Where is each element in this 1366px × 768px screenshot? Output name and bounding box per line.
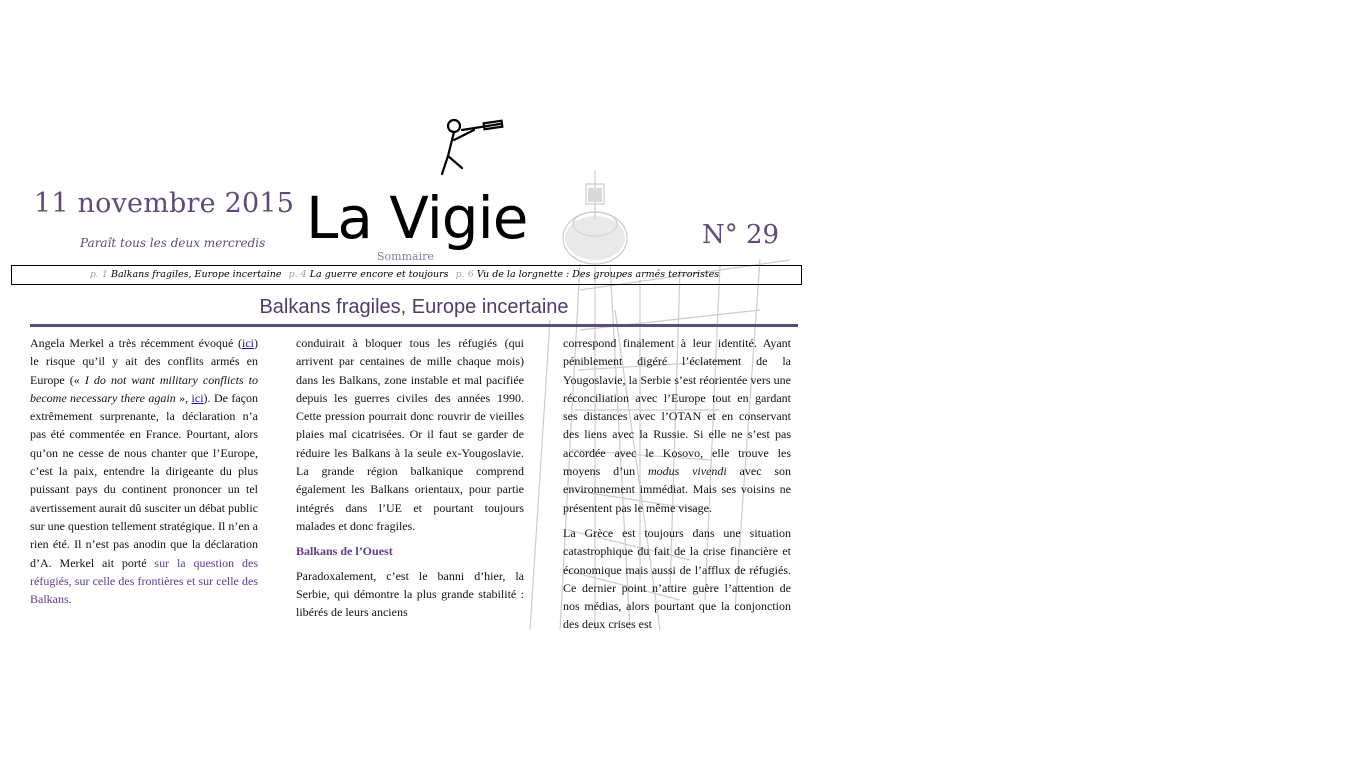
latin-phrase: modus vivendi [647,464,727,479]
masthead-title: La Vigie [306,184,528,252]
toc-link-1[interactable]: Balkans fragiles, Europe incertaine [111,269,282,280]
issue-date: 11 novembre 2015 [34,188,295,219]
toc-link-3[interactable]: Vu de la lorgnette : Des groupes armés terroristes [476,269,720,280]
column-2-paragraph-2: Paradoxalement, c’est le banni d’hier, la Serbie, qui démontre la plus grande stabilité : libérés de leurs anciens [296,568,524,620]
column-1-paragraph [30,334,258,608]
text-fragment: avec son environnement immédiat. Mais ses voisins ne présentent pas le même visage. [563,464,791,515]
article-column-3 [563,334,791,632]
table-of-contents [11,265,802,285]
column-3-paragraph-1 [563,334,791,517]
publication-tagline: Paraît tous les deux mercredis [80,236,266,250]
source-link-2[interactable]: ici [191,390,204,405]
text-fragment: », [175,390,192,405]
headline-divider [30,324,798,327]
source-link-1[interactable]: ici [242,336,254,350]
text-fragment: ) le risque qu’il y ait des conflits armés en Europe (« [30,336,258,387]
issue-number: N° 29 [702,220,780,250]
toc-page-4: p. 4 [288,269,307,280]
toc-link-2[interactable]: La guerre encore et toujours [309,269,449,280]
text-fragment: correspond finalement à leur identité. Ayant péniblement digéré l’éclatement de la Yougoslavie, la Serbie s’est réorientée vers une réconciliation avec l’Europe tout en gardant ses distances avec l’OTAN et en conservant des liens avec la Russie. Si elle ne s’est pas accordée avec le Kosovo, elle trouve les moyens d’un [563,336,791,479]
merkel-quote: I do not want military conflicts to become necessary there again [30,372,258,405]
article-column-1 [30,334,258,632]
toc-page-6: p. 6 [455,269,474,280]
article-column-2 [296,334,524,632]
column-3-paragraph-2: La Grèce est toujours dans une situation catastrophique du fait de la crise financière et économique mais aussi de l’afflux de réfugiés. Ce dernier point n’attire guère l’attention de nos médias, alors pourtant que la conjonction des deux crises est [563,525,791,632]
column-2-paragraph-1: conduirait à bloquer tous les réfugiés (qui arrivent par centaines de mille chaque mois) dans les Balkans, zone instable et mal pacifiée depuis les guerres civiles des années 1990. Cette pression pourrait donc rouvrir de vieilles plaies mal cicatrisées. Or il faut se garder de réduire les Balkans à la seule ex-Yougoslavie. La grande région balkanique comprend également les Balkans orientaux, pour partie intégrés dans l’UE et pourtant toujours malades et donc fragiles. [296,336,524,533]
text-fragment: . [68,592,72,607]
sommaire-label: Sommaire [377,250,434,263]
section-subheading: Balkans de l’Ouest [296,544,393,559]
article-headline: Balkans fragiles, Europe incertaine [259,296,569,318]
toc-page-1: p. 1 [89,269,108,280]
text-fragment: ). De façon extrêmement surprenante, la déclaration n’a pas été commentée en France. Pourtant, alors qu’on ne cesse de nous chanter que l’Europe, c’est la paix, entendre la dirigeante du plus puissant pays du continent prononcer un tel avertissement aurait dû susciter un débat public sur une question tellement stratégique. Il n’en a rien été. Il n’est pas anodin que la déclaration d’A. Merkel ait porté [30,390,258,570]
highlighted-text-link[interactable]: sur la question des réfugiés, sur celle des frontières et sur celle des Balkans [30,555,258,607]
text-fragment: Angela Merkel a très récemment évoqué ( [30,336,242,350]
